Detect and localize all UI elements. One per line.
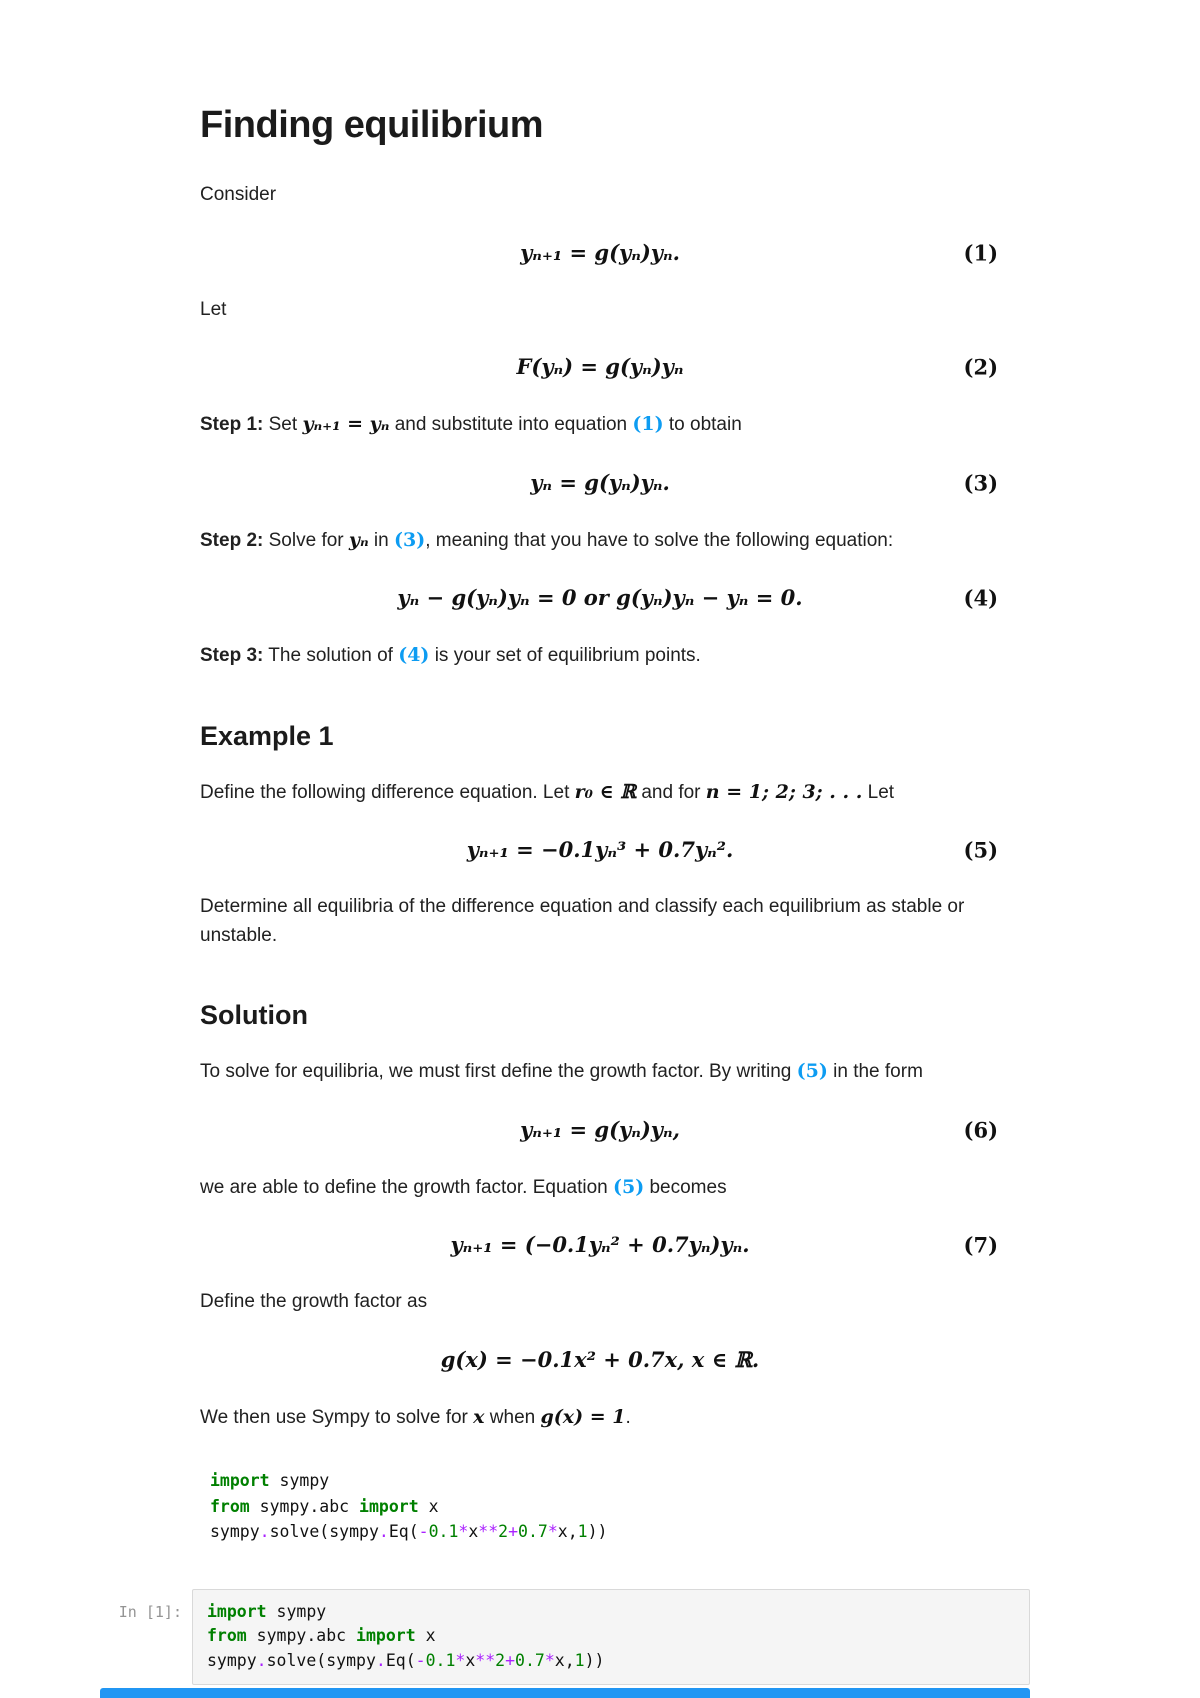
code-line (210, 1468, 1000, 1494)
equation-1-body: yₙ₊₁ = g(yₙ)yₙ. (520, 239, 680, 265)
code-token-pl: solve (266, 1651, 317, 1671)
text-segment: , meaning that you have to solve the following equation: (425, 529, 894, 551)
code-token-pl: sympy (326, 1651, 376, 1671)
section-heading-example-1: Example 1 (200, 720, 334, 751)
equation-3-number: (3) (963, 470, 998, 495)
paragraph-solution-2 (200, 1173, 1000, 1203)
code-token-pl: sympy (210, 1522, 260, 1542)
text-segment: Set (263, 414, 303, 435)
paragraph-solution-1 (200, 1057, 1000, 1087)
text-segment: in the form (827, 1061, 923, 1082)
text-segment: and for (636, 781, 706, 803)
code-token-num: 2 (498, 1522, 509, 1542)
equation-3-body: yₙ = g(yₙ)yₙ. (530, 469, 670, 495)
inline-math: r₀ ∈ ℝ (574, 780, 637, 803)
text-segment: Define the following difference equation. Let (200, 781, 575, 803)
code-token-op: * (544, 1651, 555, 1671)
cell-execution-prompt: In [1]: (118, 1602, 182, 1621)
code-token-pl: sympy (207, 1651, 257, 1671)
code-line (207, 1600, 1015, 1625)
page-title: Finding equilibrium (200, 104, 544, 146)
text-segment: . (625, 1406, 631, 1428)
code-line (210, 1494, 1000, 1520)
code-token-kw: import (210, 1471, 270, 1490)
equation-growth-factor-body: g(x) = −0.1x² + 0.7x, x ∈ ℝ. (440, 1346, 760, 1372)
code-token-num: 0.1 (425, 1651, 456, 1671)
code-token-pl: ( (405, 1651, 416, 1671)
code-token-pl: )) (587, 1522, 608, 1542)
code-token-pl: x (465, 1651, 476, 1671)
code-token-pl: x (415, 1626, 436, 1646)
code-token-kw: import (207, 1601, 267, 1621)
code-token-op: . (375, 1651, 386, 1671)
code-token-op: ** (475, 1651, 496, 1671)
code-token-op: + (508, 1522, 519, 1542)
inline-math: n = 1; 2; 3; . . . (705, 780, 863, 803)
paragraph-sympy-intro (200, 1403, 1000, 1433)
equation-6 (200, 1117, 1000, 1143)
equation-ref-link[interactable]: (4) (398, 644, 430, 666)
paragraph-step-3 (200, 641, 1000, 671)
inline-math: yₙ₊₁ = yₙ (302, 413, 390, 435)
text-segment: Let (862, 781, 895, 803)
code-token-op: . (378, 1522, 389, 1542)
text-segment: Define the growth factor as (200, 1291, 428, 1312)
code-token-pl: Eq (385, 1651, 406, 1671)
text-segment: Solve for (263, 529, 349, 551)
equation-5-body: yₙ₊₁ = −0.1yₙ³ + 0.7yₙ². (466, 837, 734, 862)
equation-2 (200, 354, 1000, 380)
text-segment: we are able to define the growth factor. Equation (200, 1176, 613, 1198)
equation-growth-factor (200, 1347, 1000, 1373)
equation-6-number: (6) (963, 1117, 998, 1142)
code-token-num: 0.7 (518, 1522, 548, 1542)
text-segment: to obtain (663, 414, 742, 435)
cell-input-area[interactable] (192, 1589, 1030, 1685)
inline-math: yₙ (348, 528, 369, 551)
markdown-code-block (200, 1468, 1000, 1545)
equation-7-body: yₙ₊₁ = (−0.1yₙ² + 0.7yₙ)yₙ. (450, 1232, 750, 1257)
code-token-pl: x (554, 1651, 565, 1671)
code-token-pl: sympy (269, 1471, 330, 1490)
code-token-kw: from (207, 1626, 247, 1646)
code-token-op: - (418, 1522, 429, 1542)
code-token-op: ** (478, 1522, 499, 1542)
code-token-op: * (547, 1522, 558, 1542)
equation-ref-link[interactable]: (3) (394, 528, 426, 551)
code-line (207, 1624, 1015, 1649)
code-token-pl: ( (319, 1522, 330, 1542)
text-segment: is your set of equilibrium points. (429, 645, 701, 666)
code-token-pl: ( (316, 1651, 327, 1671)
equation-ref-link[interactable]: (1) (632, 413, 664, 435)
equation-ref-link[interactable]: (5) (613, 1175, 645, 1198)
text-segment: in (368, 529, 395, 551)
paragraph-consider (200, 181, 1000, 210)
paragraph-step-2 (200, 526, 1000, 556)
code-line (207, 1649, 1015, 1674)
code-token-pl: sympy.abc (249, 1496, 360, 1516)
text-segment: becomes (644, 1176, 727, 1198)
code-token-pl: , (567, 1522, 578, 1542)
code-token-pl: x (468, 1522, 479, 1542)
selected-cell-indicator-bar[interactable] (100, 1688, 1030, 1698)
equation-5-number: (5) (963, 837, 998, 863)
text-segment: To solve for equilibria, we must first define the growth factor. By writing (200, 1061, 797, 1082)
paragraph-determine (200, 893, 1000, 950)
equation-7 (200, 1232, 1000, 1258)
jupyter-code-cell[interactable] (100, 1589, 1030, 1685)
code-token-kw: import (359, 1496, 419, 1516)
equation-ref-link[interactable]: (5) (796, 1060, 828, 1082)
equation-4 (200, 585, 1000, 611)
text-segment: Determine all equilibria of the difference equation and classify each equilibrium as stable or unstable. (200, 896, 965, 946)
code-token-pl: ( (408, 1522, 419, 1542)
equation-2-body: F(yₙ) = g(yₙ)yₙ (516, 354, 684, 379)
code-token-pl: Eq (388, 1522, 409, 1542)
paragraph-define-growth (200, 1288, 1000, 1317)
text-segment: and substitute into equation (389, 414, 633, 435)
code-token-pl: solve (269, 1522, 320, 1542)
equation-4-body: yₙ − g(yₙ)yₙ = 0 or g(yₙ)yₙ − yₙ = 0. (397, 585, 803, 610)
equation-7-number: (7) (963, 1232, 998, 1258)
text-segment: Consider (200, 184, 277, 205)
equation-6-body: yₙ₊₁ = g(yₙ)yₙ, (520, 1116, 680, 1142)
text-segment: Step 2: (200, 529, 264, 551)
code-token-num: 2 (495, 1651, 506, 1671)
inline-math: g(x) = 1 (540, 1405, 626, 1428)
code-token-pl: sympy (329, 1522, 379, 1542)
code-token-kw: from (210, 1496, 250, 1516)
equation-1 (200, 240, 1000, 266)
code-token-pl: , (564, 1651, 575, 1671)
code-token-op: . (259, 1522, 270, 1542)
paragraph-let (200, 296, 1000, 325)
equation-3 (200, 470, 1000, 496)
code-token-pl: )) (584, 1651, 605, 1671)
code-token-pl: x (557, 1522, 568, 1542)
paragraph-example-intro (200, 778, 1000, 808)
code-token-num: 1 (577, 1522, 588, 1542)
paragraph-step-1 (200, 410, 1000, 440)
code-token-pl: sympy (266, 1601, 327, 1621)
code-token-op: - (415, 1651, 426, 1671)
code-token-kw: import (356, 1626, 416, 1646)
code-token-pl: sympy.abc (246, 1626, 357, 1646)
code-token-pl: x (418, 1496, 439, 1516)
document-page (118, 0, 1000, 1685)
code-token-op: * (458, 1522, 469, 1542)
code-token-num: 1 (574, 1651, 585, 1671)
equation-1-number: (1) (963, 240, 998, 265)
equation-2-number: (2) (963, 354, 998, 380)
code-token-op: + (505, 1651, 516, 1671)
code-token-num: 0.1 (428, 1522, 459, 1542)
text-segment: Step 1: (200, 414, 264, 435)
text-segment: We then use Sympy to solve for (200, 1406, 474, 1428)
text-segment: Step 3: (200, 645, 264, 666)
code-line (210, 1519, 1000, 1545)
inline-math: x (473, 1405, 485, 1428)
text-segment: The solution of (263, 645, 399, 666)
equation-4-number: (4) (963, 585, 998, 611)
code-token-op: * (455, 1651, 466, 1671)
text-segment: Let (200, 298, 227, 320)
code-token-op: . (256, 1651, 267, 1671)
section-heading-solution: Solution (200, 1000, 308, 1030)
code-token-num: 0.7 (515, 1651, 545, 1671)
equation-5 (200, 837, 1000, 863)
text-segment: when (484, 1406, 541, 1428)
